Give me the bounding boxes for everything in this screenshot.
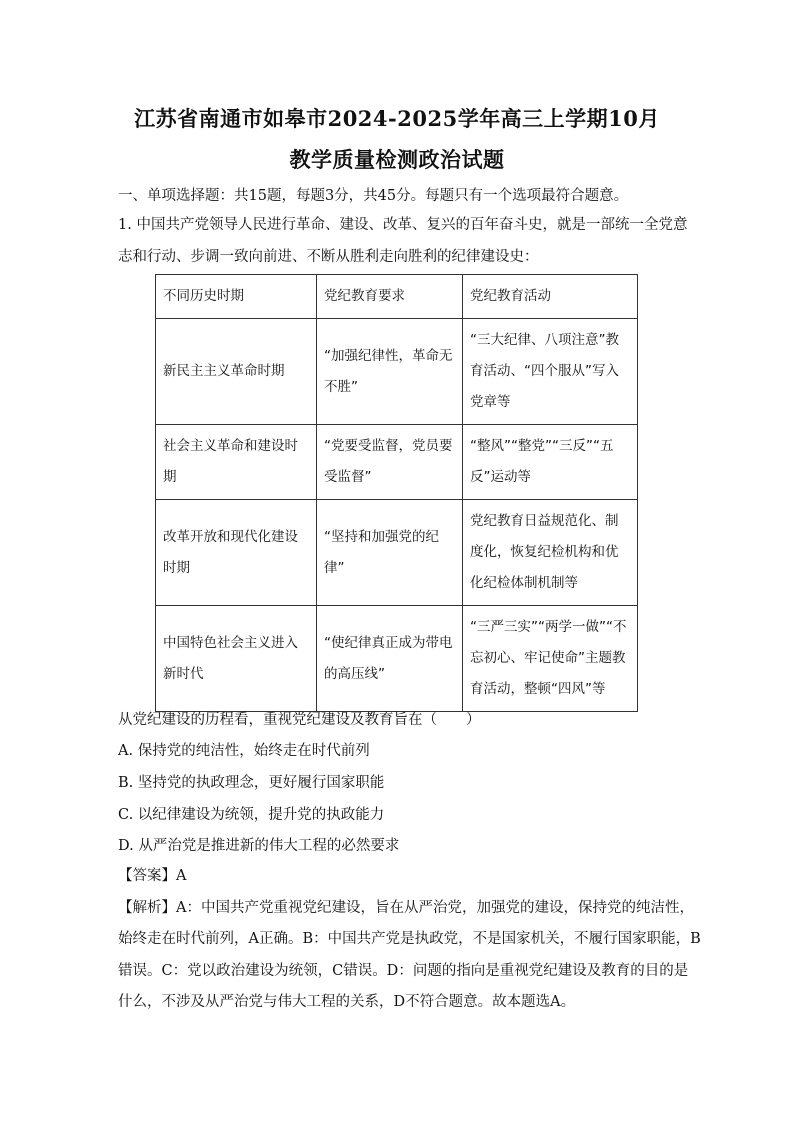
table-cell: “三严三实”“两学一做”“不忘初心、牢记使命”主题教育活动，整顿“四风”等 (463, 606, 638, 712)
table-row (156, 606, 638, 712)
table-cell: 中国特色社会主义进入新时代 (156, 606, 317, 712)
table-row (156, 319, 638, 425)
party-discipline-table (155, 274, 638, 712)
question-prompt: 从党纪建设的历程看，重视党纪建设及教育旨在（ ） (118, 712, 481, 728)
table-cell: 新民主主义革命时期 (156, 319, 317, 425)
document-title-line1: 江苏省南通市如皋市2024-2025学年高三上学期10月 (134, 106, 660, 131)
option-c: C. 以纪律建设为统领，提升党的执政能力 (118, 807, 385, 823)
table-header-cell: 党纪教育活动 (463, 275, 638, 319)
table-header-cell: 不同历史时期 (156, 275, 317, 319)
explanation-line3: 错误。C：党以政治建设为统领，C错误。D：问题的指向是重视党纪建设及教育的目的是 (118, 963, 689, 979)
explanation-line4: 什么，不涉及从严治党与伟大工程的关系，D不符合题意。故本题选A。 (118, 994, 576, 1010)
table-cell: 党纪教育日益规范化、制度化，恢复纪检机构和优化纪检体制机制等 (463, 500, 638, 606)
table-cell: “使纪律真正成为带电的高压线” (317, 606, 463, 712)
document-title-line2: 教学质量检测政治试题 (289, 147, 505, 172)
table-cell: 改革开放和现代化建设时期 (156, 500, 317, 606)
table-cell: “坚持和加强党的纪律” (317, 500, 463, 606)
section-heading: 一、单项选择题：共15题，每题3分，共45分。每题只有一个选项最符合题意。 (118, 188, 629, 204)
question-stem-line2: 志和行动、步调一致向前进、不断从胜利走向胜利的纪律建设史： (118, 249, 539, 265)
explanation-line1: 【解析】A：中国共产党重视党纪建设，旨在从严治党，加强党的建设，保持党的纯洁性， (118, 900, 694, 916)
table-row (156, 500, 638, 606)
answer-label: 【答案】A (118, 868, 187, 884)
table-header-row (156, 275, 638, 319)
table-header-cell: 党纪教育要求 (317, 275, 463, 319)
option-a: A. 保持党的纯洁性，始终走在时代前列 (118, 743, 370, 759)
question-stem-line1: 1. 中国共产党领导人民进行革命、建设、改革、复兴的百年奋斗史，就是一部统一全党意 (118, 217, 688, 233)
option-d: D. 从严治党是推进新的伟大工程的必然要求 (118, 838, 400, 854)
option-b: B. 坚持党的执政理念，更好履行国家职能 (118, 775, 385, 791)
table-row (156, 425, 638, 500)
table-cell: “党要受监督，党员要受监督” (317, 425, 463, 500)
table-cell: 社会主义革命和建设时期 (156, 425, 317, 500)
explanation-line2: 始终走在时代前列，A正确。B：中国共产党是执政党，不是国家机关，不履行国家职能，B (118, 931, 701, 947)
table-cell: “三大纪律、八项注意”教育活动、“四个服从”写入党章等 (463, 319, 638, 425)
table-cell: “加强纪律性，革命无不胜” (317, 319, 463, 425)
table-cell: “整风”“整党”“三反”“五反”运动等 (463, 425, 638, 500)
